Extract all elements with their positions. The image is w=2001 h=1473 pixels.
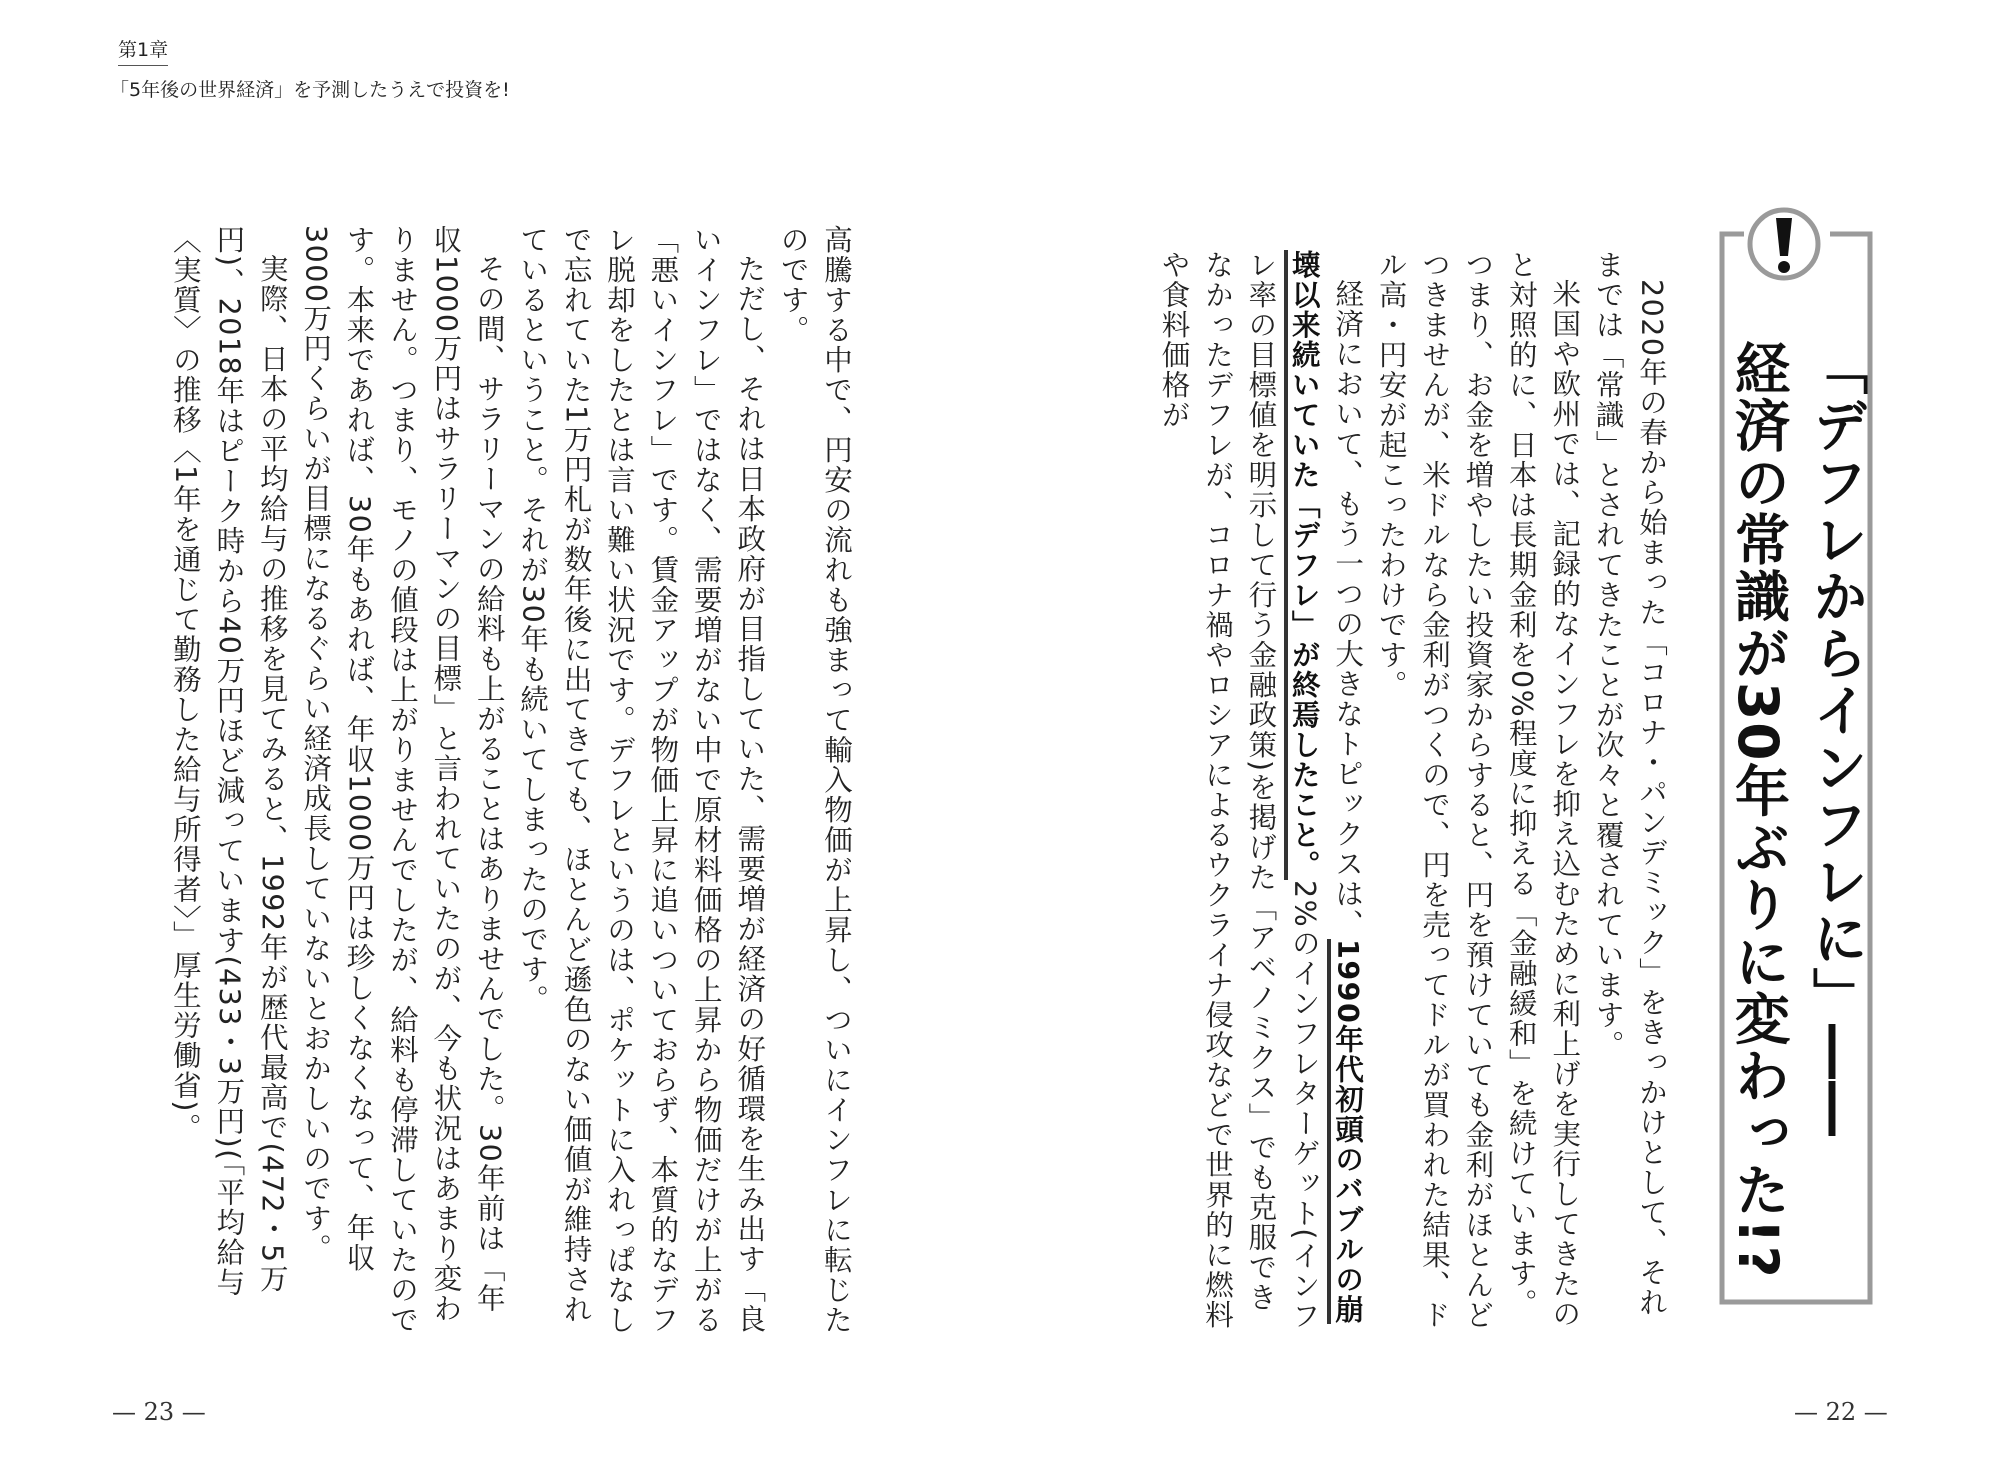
emphasis-text: 1990年代初頭のバブルの崩壊以来続いていた「デフレ」が終焉したこと。 xyxy=(1284,250,1364,1324)
paragraph: 実際、日本の平均給与の推移を見てみると、1992年が歴代最高で(472・5万円)、2018年はピーク時から40万円ほど減っています(433・3万円)(「平均給与〈実質〉の推移〈1年を通じて勤務した給与所得者〉」厚生労働省)。 xyxy=(168,225,289,1298)
paragraph xyxy=(1152,250,1369,1335)
section-title xyxy=(1719,340,1875,1300)
text-run: 2%のインフレターゲット(インフレ率の目標値を明示して行う金融政策)を掲げた「アベノミクス」でも克服できなかったデフレが、コロナ禍やロシアによるウクライナ侵攻などで世界的に燃料や食料価格が xyxy=(1157,250,1321,1331)
paragraph: 高騰する中で、円安の流れも強まって輸入物価が上昇し、ついにインフレに転じたのです。 xyxy=(776,225,853,1335)
right-page-body xyxy=(1153,250,1673,1335)
left-page-body xyxy=(110,225,858,1335)
paragraph: 2020年の春から始まった「コロナ・パンデミック」をきっかけとして、それまでは「常識」とされてきたことが次々と覆されています。 xyxy=(1591,250,1668,1318)
chapter-subtitle: 「5年後の世界経済」を予測したうえで投資を! xyxy=(110,79,510,101)
paragraph: 米国や欧州では、記録的なインフレを抑え込むために利上げを実行してきたのと対照的に、日本は長期金利を0%程度に抑える「金融緩和」を続けています。つまり、お金を増やしたい投資家からすると、円を預けていても金利がほとんどつきませんが、米ドルなら金利がつくので、円を売ってドルが買われた結果、ドル高・円安が起こったわけです。 xyxy=(1374,250,1582,1330)
page-number-right: — 22 — xyxy=(1794,1398,1888,1426)
paragraph: ただし、それは日本政府が目指していた、需要増が経済の好循環を生み出す「良いインフレ」ではなく、需要増がない中で原材料価格の上昇から物価だけが上がる「悪いインフレ」です。賃金アップが物価上昇に追いついておらず、本質的なデフレ脱却をしたとは言い難い状況です。デフレというのは、ポケットに入れっぱなしで忘れていた1万円札が数年後に出てきても、ほとんど遜色のない価値が維持されているということ。それが30年も続いてしまったのです。 xyxy=(516,225,767,1335)
text-run: 経済において、もう一つの大きなトピックスは、 xyxy=(1331,278,1365,939)
section-title-line1: 「デフレからインフレに」―― xyxy=(1804,340,1868,1138)
section-title-line2: 経済の常識が30年ぶりに変わった!? xyxy=(1726,340,1790,1280)
chapter-label: 第1章 xyxy=(118,38,168,66)
page-number-left: — 23 — xyxy=(112,1398,206,1426)
paragraph: その間、サラリーマンの給料も上がることはありませんでした。30年前は「年収1000万円はサラリーマンの目標」と言われていたのが、今も状況はあまり変わりません。つまり、モノの値段は上がりませんでしたが、給料も停滞していたのです。本来であれば、30年もあれば、年収1000万円は珍しくなくなって、年収3000万円くらいが目標になるぐらい経済成長していないとおかしいのです。 xyxy=(299,225,506,1335)
